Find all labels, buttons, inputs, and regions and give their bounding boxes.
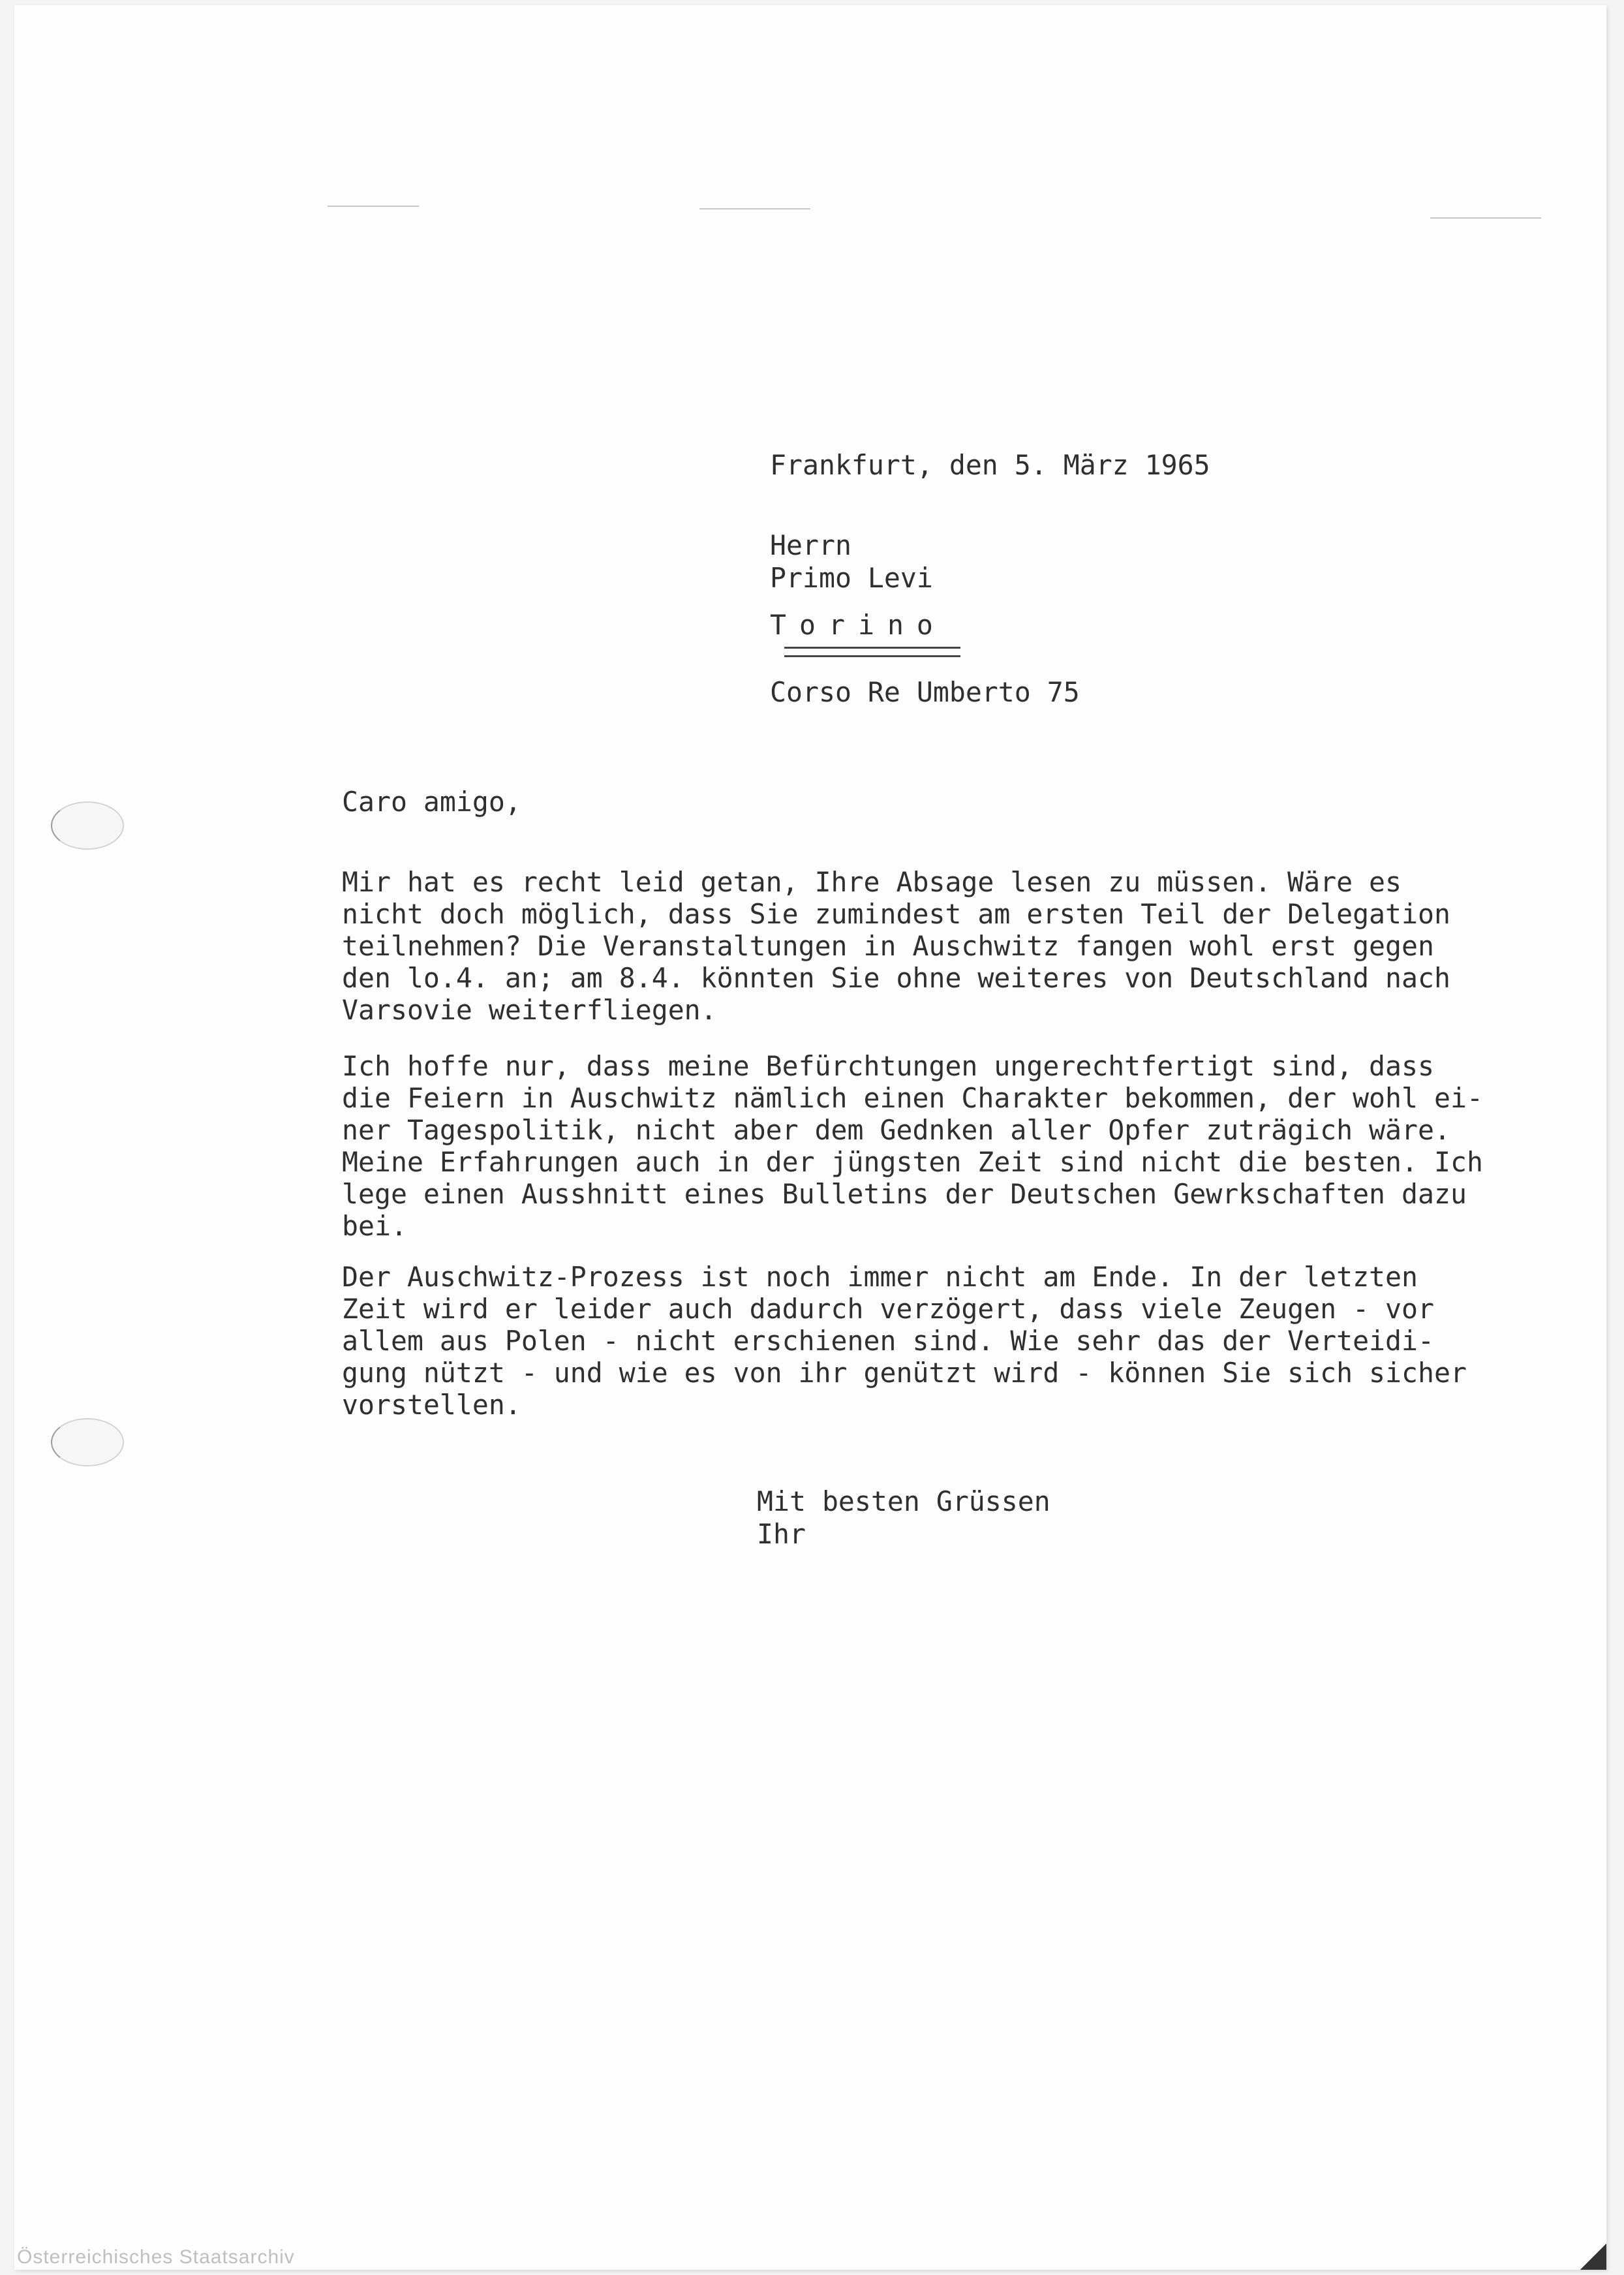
faint-mark: [1430, 217, 1541, 219]
faint-mark: [328, 206, 419, 207]
paragraph-2: [342, 1050, 1483, 1242]
city-double-underline: [784, 647, 960, 657]
archive-watermark: Österreichisches Staatsarchiv: [17, 2246, 295, 2268]
closing: Mit besten Grüssen: [757, 1485, 1050, 1517]
recipient-city: Torino: [770, 609, 946, 641]
paragraph-line: teilnehmen? Die Veranstaltungen in Auschwitz fangen wohl erst gegen: [342, 930, 1435, 962]
paragraph-line: die Feiern in Auschwitz nämlich einen Charakter bekommen, der wohl ei-: [342, 1082, 1483, 1114]
torn-corner: [1580, 2244, 1606, 2270]
recipient-street: Corso Re Umberto 75: [770, 676, 1080, 708]
letter-sheet: [14, 5, 1606, 2270]
recipient-title: Herrn: [770, 529, 851, 561]
paragraph-line: bei.: [342, 1210, 407, 1242]
paragraph-line: vorstellen.: [342, 1389, 521, 1421]
paragraph-line: Meine Erfahrungen auch in der jüngsten Zeit sind nicht die besten. Ich: [342, 1146, 1483, 1178]
faint-mark: [699, 208, 810, 209]
paragraph-line: Varsovie weiterfliegen.: [342, 994, 717, 1026]
paragraph-line: den lo.4. an; am 8.4. könnten Sie ohne weiteres von Deutschland nach: [342, 962, 1450, 994]
recipient-name: Primo Levi: [770, 562, 933, 594]
greeting: Caro amigo,: [342, 786, 521, 818]
paragraph-line: nicht doch möglich, dass Sie zumindest am ersten Teil der Delegation: [342, 898, 1450, 930]
punch-hole-upper: [51, 801, 124, 850]
dateline: Frankfurt, den 5. März 1965: [770, 449, 1210, 481]
paragraph-3: [342, 1261, 1467, 1421]
paragraph-line: Ich hoffe nur, dass meine Befürchtungen ungerechtfertigt sind, dass: [342, 1050, 1435, 1082]
paragraph-line: ner Tagespolitik, nicht aber dem Gednken aller Opfer zuträgich wäre.: [342, 1114, 1450, 1146]
paragraph-line: Zeit wird er leider auch dadurch verzögert, dass viele Zeugen - vor: [342, 1293, 1435, 1325]
paragraph-line: allem aus Polen - nicht erschienen sind. Wie sehr das der Verteidi-: [342, 1325, 1435, 1357]
paragraph-line: Der Auschwitz-Prozess ist noch immer nicht am Ende. In der letzten: [342, 1261, 1418, 1293]
paragraph-1: [342, 866, 1450, 1026]
punch-hole-lower: [51, 1418, 124, 1466]
paragraph-line: lege einen Ausshnitt eines Bulletins der Deutschen Gewrkschaften dazu: [342, 1178, 1467, 1210]
signature-line: Ihr: [757, 1518, 806, 1550]
paragraph-line: gung nützt - und wie es von ihr genützt wird - können Sie sich sicher: [342, 1357, 1467, 1389]
paragraph-line: Mir hat es recht leid getan, Ihre Absage lesen zu müssen. Wäre es: [342, 866, 1402, 898]
